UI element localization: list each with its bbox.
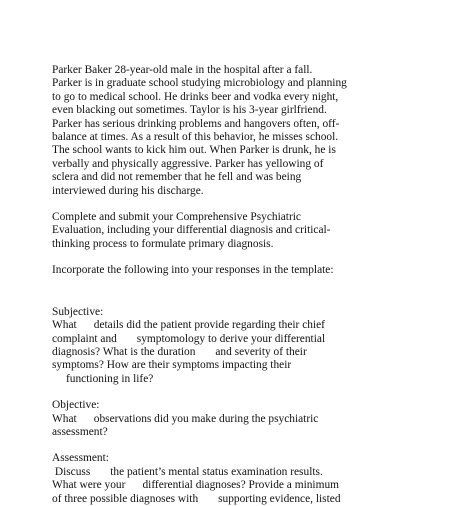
assessment-line: Discuss the patient’s mental status examination results. — [52, 465, 323, 478]
subjective-line: What details did the patient provide regarding their chief — [52, 319, 325, 332]
subjective-section — [52, 306, 412, 386]
assessment-section — [52, 452, 412, 506]
objective-section — [52, 399, 412, 439]
case-line: Parker has serious drinking problems and hangovers often, off- — [52, 117, 340, 130]
assessment-heading: Assessment: — [52, 452, 109, 465]
instructions-line: Complete and submit your Comprehensive Psychiatric — [52, 211, 301, 224]
subjective-line: complaint and symptomology to derive your differential — [52, 332, 326, 345]
case-line: interviewed during his discharge. — [52, 184, 204, 197]
case-line: balance at times. As a result of this behavior, he misses school. — [52, 131, 339, 144]
case-line: verbally and physically aggressive. Parker has yellowing of — [52, 157, 324, 170]
objective-line: What observations did you make during the psychiatric — [52, 412, 319, 425]
objective-line: assessment? — [52, 425, 108, 438]
incorporate-paragraph — [52, 264, 412, 277]
subjective-heading: Subjective: — [52, 305, 104, 318]
instructions-line: thinking process to formulate primary diagnosis. — [52, 237, 274, 250]
case-line: sclera and did not remember that he fell and was being — [52, 171, 302, 184]
assessment-line: of three possible diagnoses with supporting evidence, listed — [52, 492, 341, 505]
case-line: Parker is in graduate school studying microbiology and planning — [52, 77, 347, 90]
case-line: even blacking out sometimes. Taylor is his 3-year girlfriend. — [52, 104, 327, 117]
case-description — [52, 64, 412, 198]
incorporate-line: Incorporate the following into your responses in the template: — [52, 264, 334, 277]
case-line: Parker Baker 28-year-old male in the hospital after a fall. — [52, 64, 313, 76]
assessment-line: What were your differential diagnoses? Provide a minimum — [52, 479, 340, 492]
instructions-paragraph — [52, 211, 412, 251]
objective-heading: Objective: — [52, 399, 100, 412]
case-line: to go to medical school. He drinks beer and vodka every night, — [52, 90, 339, 103]
subjective-indented-line: functioning in life? — [66, 372, 154, 385]
document-page — [52, 64, 412, 506]
instructions-line: Evaluation, including your differential diagnosis and critical- — [52, 224, 331, 237]
subjective-line: symptoms? How are their symptoms impacting their — [52, 359, 292, 372]
case-line: The school wants to kick him out. When Parker is drunk, he is — [52, 144, 336, 157]
subjective-line: diagnosis? What is the duration and severity of their — [52, 345, 307, 358]
